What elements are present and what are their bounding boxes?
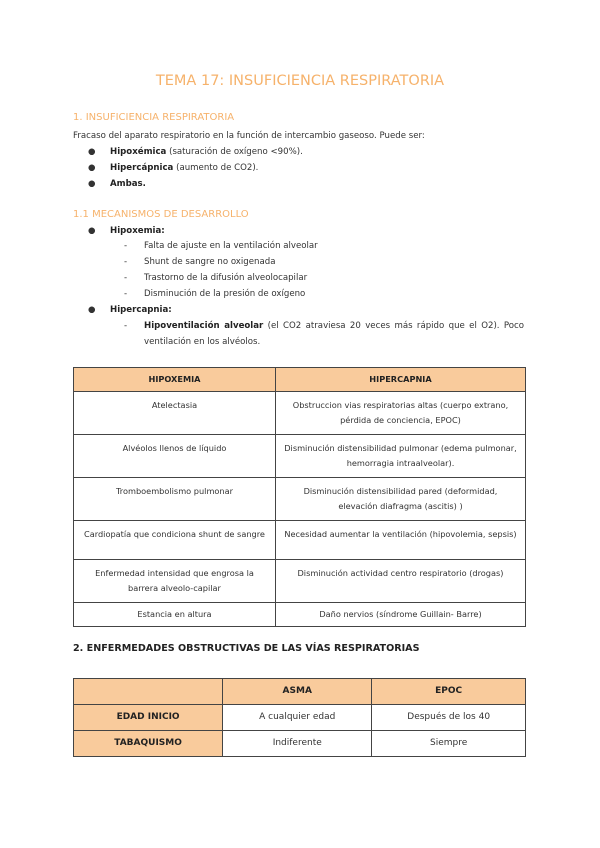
list-item: ● Hipercapnia: [88, 305, 172, 315]
table-header: HIPERCAPNIA [275, 368, 525, 392]
item-text: (aumento de CO2). [173, 163, 259, 173]
table-header: HIPOXEMIA [74, 368, 276, 392]
table-row: Alvéolos llenos de líquido Disminución distensibilidad pulmonar (edema pulmonar, hemorragia intraalveolar). [74, 435, 526, 478]
sub-item: - Falta de ajuste en la ventilación alveolar [124, 241, 318, 251]
table-header: EPOC [372, 679, 526, 705]
bold-term: Hipercápnica [110, 163, 174, 173]
section-heading: 1. INSUFICIENCIA RESPIRATORIA [73, 112, 235, 123]
table-row: Atelectasia Obstruccion vias respiratorias altas (cuerpo extrano, pérdida de conciencia, EPOC) [74, 392, 526, 435]
bold-term: Hipoxemia: [110, 226, 165, 236]
section-heading: 1.1 MECANISMOS DE DESARROLLO [73, 209, 249, 220]
item-text: (saturación de oxígeno <90%). [166, 147, 303, 157]
section-heading: 2. ENFERMEDADES OBSTRUCTIVAS DE LAS VÍAS RESPIRATORIAS [73, 643, 420, 654]
table-row: Estancia en altura Daño nervios (síndrome Guillain- Barre) [74, 603, 526, 627]
table-row: Cardiopatía que condiciona shunt de sangre Necesidad aumentar la ventilación (hipovolemia, sepsis) [74, 521, 526, 560]
sub-item: - Disminución de la presión de oxígeno [124, 289, 306, 299]
table-row: TABAQUISMO Indiferente Siempre [74, 731, 526, 757]
list-item: ● Hipoxemia: [88, 226, 165, 236]
bold-term: Hipercapnia: [110, 305, 172, 315]
list-item: ● Hipoxémica (saturación de oxígeno <90%). [88, 147, 303, 157]
bold-term: Ambas. [110, 179, 146, 189]
sub-item: - Shunt de sangre no oxigenada [124, 257, 276, 267]
list-item: ● Ambas. [88, 179, 146, 189]
comparison-table [73, 678, 526, 757]
table-header: ASMA [223, 679, 372, 705]
page-title: TEMA 17: INSUFICIENCIA RESPIRATORIA [155, 73, 445, 89]
sub-item: - Hipoventilación alveolar (el CO2 atraviesa 20 veces más rápido que el O2). Poco ventilación en los alvéolos. [124, 321, 524, 347]
list-item: ● Hipercápnica (aumento de CO2). [88, 163, 259, 173]
mechanisms-table [73, 367, 526, 627]
table-row: Enfermedad intensidad que engrosa la barrera alveolo-capilar Disminución actividad centro respiratorio (drogas) [74, 560, 526, 603]
table-row: EDAD INICIO A cualquier edad Después de los 40 [74, 705, 526, 731]
bold-term: Hipoxémica [110, 147, 167, 157]
sub-list [124, 238, 318, 302]
sub-item: - Trastorno de la difusión alveolocapilar [124, 273, 308, 283]
paragraph: Fracaso del aparato respiratorio en la función de intercambio gaseoso. Puede ser: [73, 131, 425, 141]
table-row: Tromboembolismo pulmonar Disminución distensibilidad pared (deformidad, elevación diafragma (ascitis) ) [74, 478, 526, 521]
